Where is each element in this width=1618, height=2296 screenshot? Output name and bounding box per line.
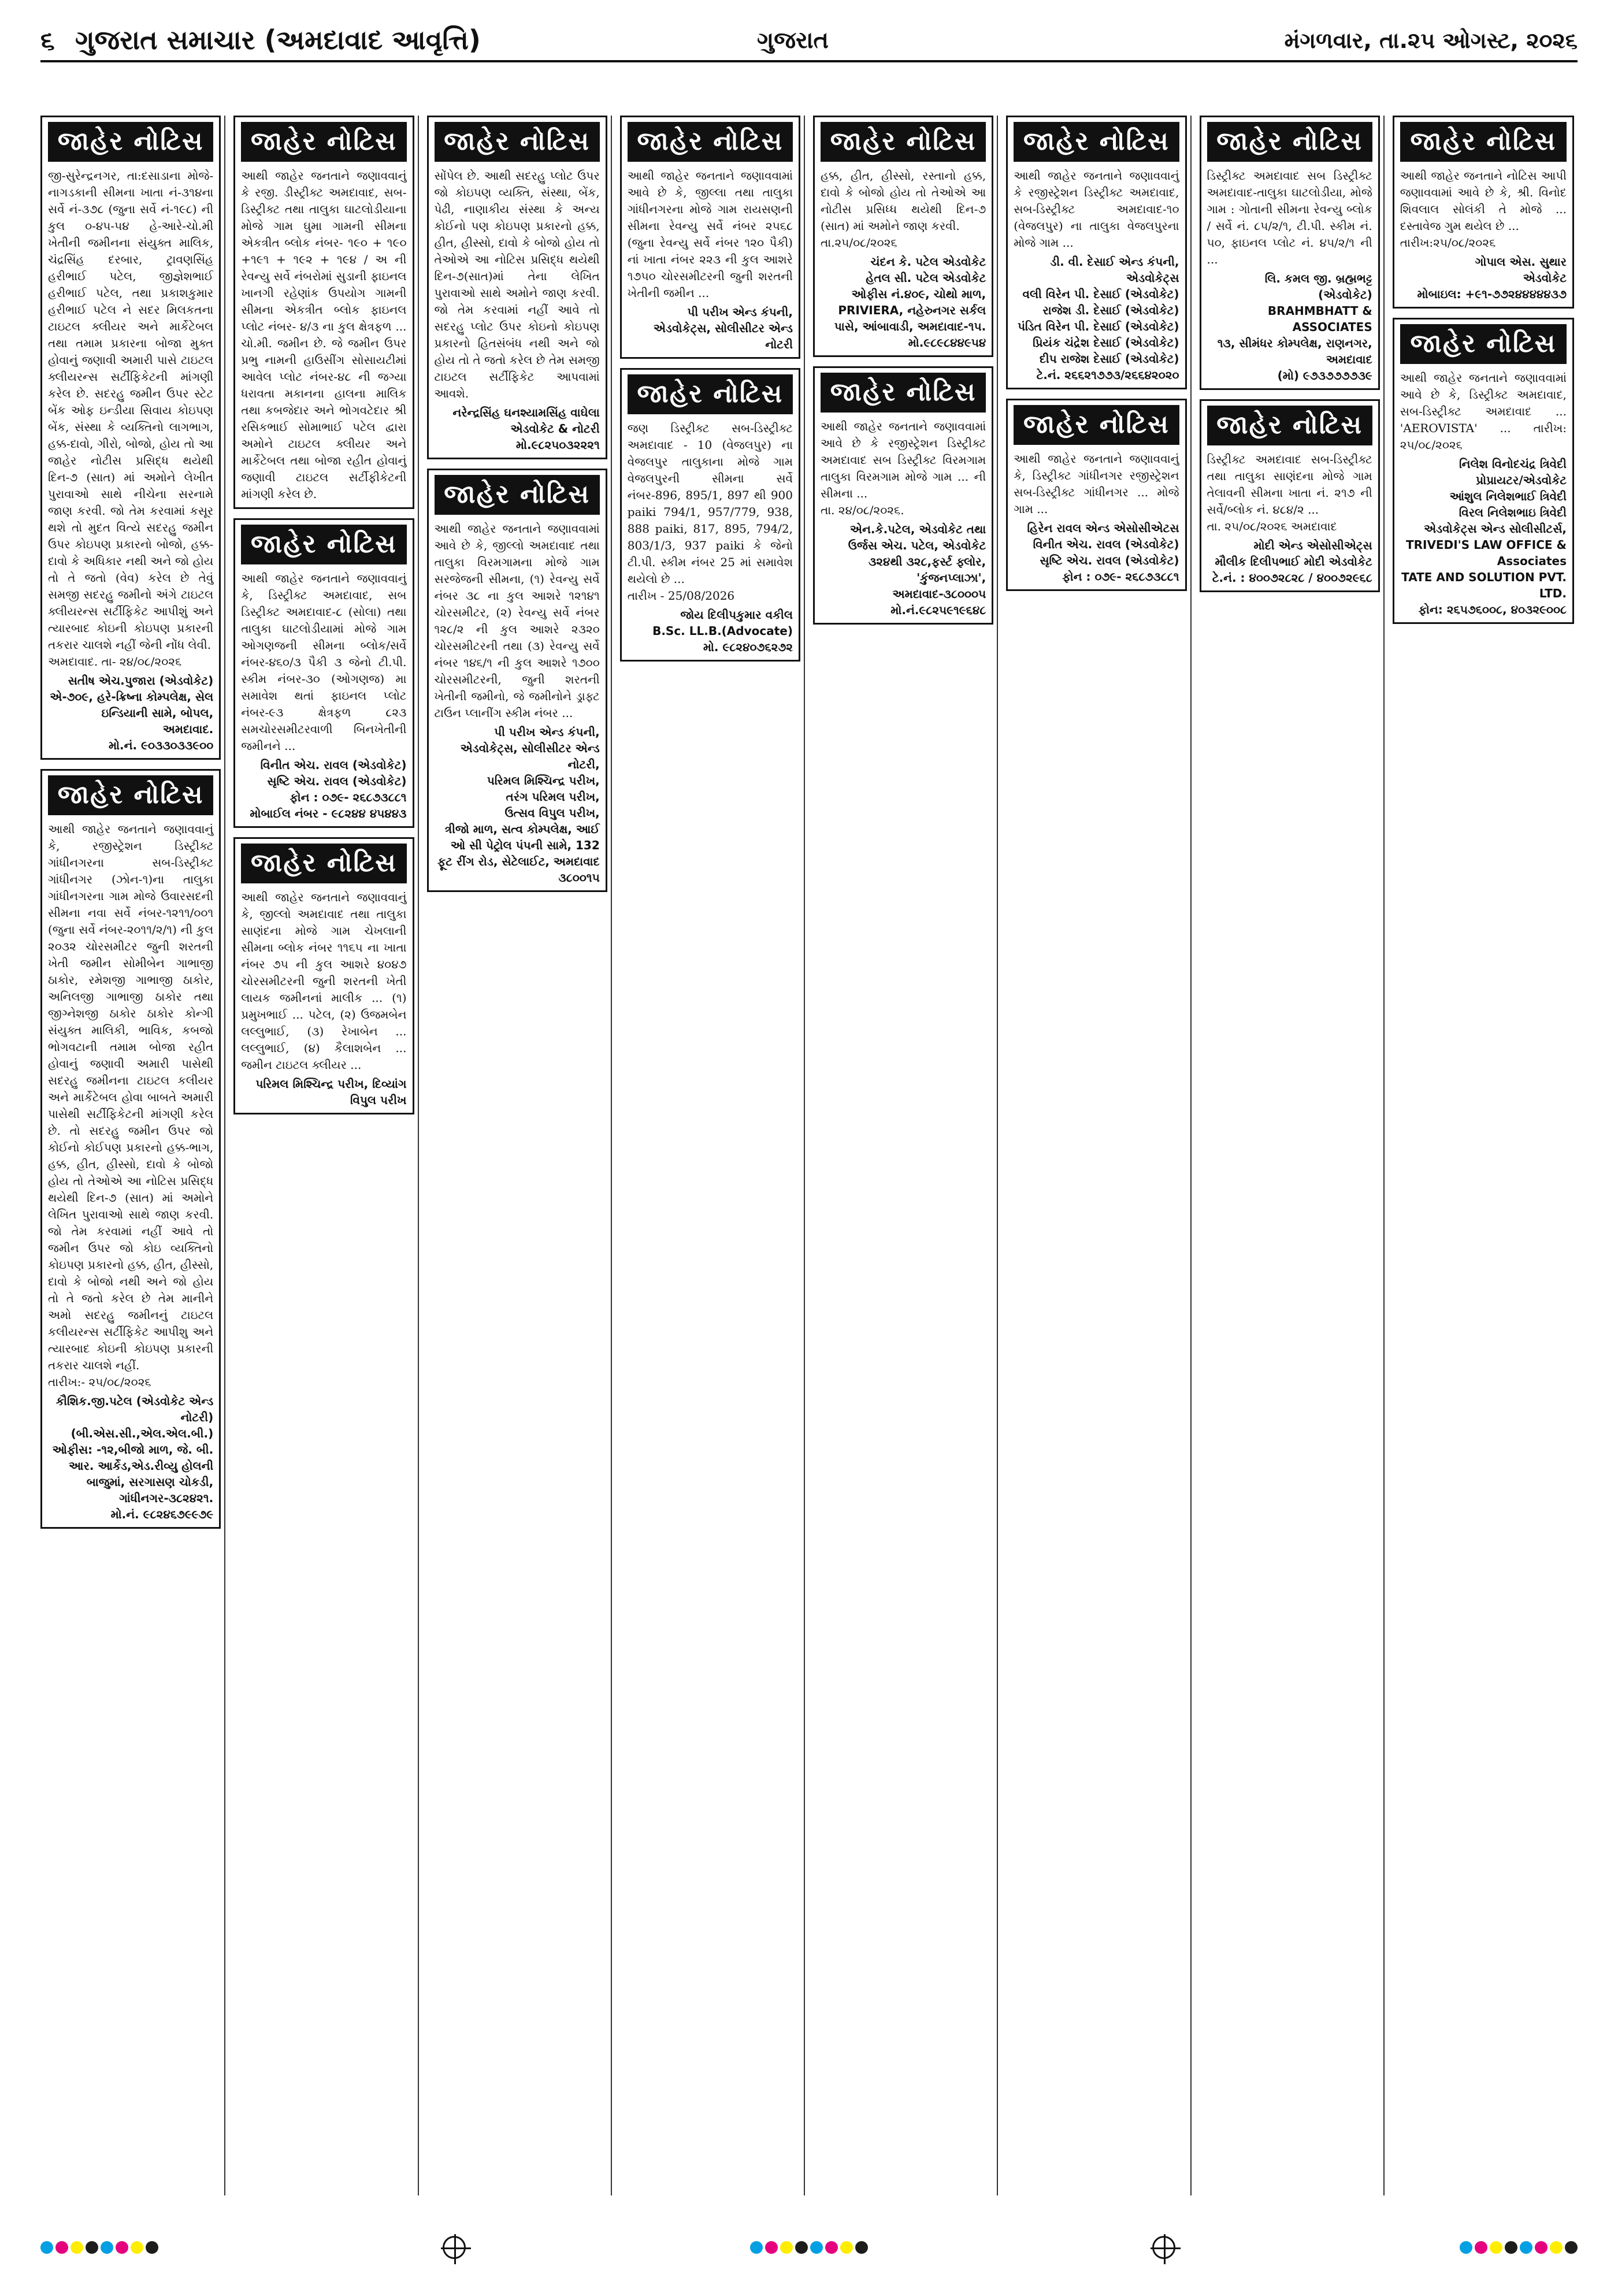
print-color-dot [1535,2241,1548,2254]
public-notice [620,368,800,662]
notice-heading: જાહેર નોટિસ [821,122,986,162]
print-color-dot [116,2241,128,2254]
column-8 [1393,116,1578,2195]
column-6 [1006,116,1191,2195]
notice-body: આથી જાહેર જનતાને જણાવવામાં આવે છે કે રજીસ્ટ્રેશન ડિસ્ટ્રીક્ટ અમદાવાદ સબ ડિસ્ટ્રીક્ટ વિરમગામ તાલુકા વિરમગામ મોજે ગામ ... ની સીમના ... તા. ૨૪/૦૮/૨૦૨૬. [821,419,986,517]
notice-body: આથી જાહેર જનતાને જણાવવામાં આવે છે કે, જીલ્લો અમદાવાદ તથા તાલુકા વિરમગામના મોજે ગામ સરજેજની સીમના, (૧) રેવન્યુ સર્વે નંબર ૩૮ ના કુલ આશરે ૧૨૧૪૧ ચોરસમીટર, (૨) રેવન્યુ સર્વે નંબર ૧૨૮/૨ ની કુલ આશરે ૨૩૨૦ ચોરસમીટરની તથા (૩) રેવન્યુ સર્વે નંબર ૧૪૬/૧ ની કુલ આશરે ૧૭૦૦ ચોરસમીટરની, જુની શરતની ખેતીની જમીનો, જે જમીનોને ડ્રાફ્ટ ટાઉન પ્લાનીંગ સ્કીમ નંબર ... [434,522,600,720]
public-notice [1393,116,1574,309]
public-notice [427,469,607,892]
print-color-dot [780,2241,793,2254]
print-color-dot [1475,2241,1487,2254]
notice-heading: જાહેર નોટિસ [48,775,213,815]
notice-body: આથી જાહેર જનતાને જણાવવાનું કે રજીસ્ટ્રેશન ડિસ્ટ્રીક્ટ અમદાવાદ, સબ-ડિસ્ટ્રીક્ટ અમદાવાદ-૧૦ (વેજલપુર) ના તાલુકા વેજલપુરના મોજે ગામ ... [1014,169,1179,250]
print-color-dot [40,2241,53,2254]
notice-signature: લિ. કમલ જી. બ્રહ્મભટ્ટ (એડવોકેટ) BRAHMBHATT & ASSOCIATES ૧૩, સીમંધર કોમ્પલેક્ષ, રાણનગર, અમદાવાદ (મો) ૯૭૩૭૭૭૭૩૯ [1217,272,1372,382]
notice-signature: ડી. વી. દેસાઈ એન્ડ કંપની, એડવોકેટ્સ વલી વિરેન પી. દેસાઈ (એડવોકેટ) રાજેશ ડી. દેસાઈ (એડવોકેટ) પંડિત વિરેન પી. દેસાઈ (એડવોકેટ) પ્રિયંક ચંદ્રેશ દેસાઈ (એડવોકેટ) દીપ રાજેશ દેસાઈ (એડવોકેટ) ટે.નં. ૨૬૬૨૧૭૭૩/૨૬૬૪૨૦૨૦ [1018,255,1179,382]
print-color-dot [1520,2241,1532,2254]
notice-signature: મોદી એન્ડ એસોસીએટ્સ મૌલીક દિલીપભાઈ મોદી એડવોકેટ ટે.નં. : ૪૦૦૭૨૮૨૮ / ૪૦૦૭૨૯૬૮ [1212,538,1372,585]
public-notice [427,116,607,459]
public-notice [40,769,221,1529]
notice-heading: જાહેર નોટિસ [48,122,213,162]
print-color-dot [86,2241,98,2254]
notice-heading: જાહેર નોટિસ [821,373,986,413]
notice-signature: પી પરીખ એન્ડ કંપની, એડવોકેટ્સ, સોલીસીટર એન્ડ નોટરી [653,305,793,351]
notice-signature: પી પરીખ એન્ડ કંપની, એડવોકેટ્સ, સોલીસીટર એન્ડ નોટરી, પરિમલ મિશ્ચિન્દ્ર પરીખ, તરંગ પરિમલ પરીખ, ઉત્સવ વિપુલ પરીખ, ત્રીજો માળ, સત્વ કોમ્પલેક્ષ, આઈ ઓ સી પેટ્રોલ પંપની સામે, 132 ફૂટ રીંગ રોડ, સેટેલાઈટ, અમદાવાદ ૩૮૦૦૧૫ [437,725,600,885]
column-7 [1200,116,1385,2195]
notice-heading: જાહેર નોટિસ [1014,122,1179,162]
color-dots-right [1460,2241,1578,2254]
notice-heading: જાહેર નોટિસ [628,374,793,414]
page-number: ૬ [40,25,55,55]
print-registration-strip [40,2236,1578,2259]
paper-name: ગુજરાત સમાચાર (અમદાવાદ આવૃત્તિ) [75,24,481,55]
issue-date: મંગળવાર, તા.૨૫ ઓગસ્ટ, ૨૦૨૬ [1284,27,1578,53]
notice-heading: જાહેર નોટિસ [241,122,406,162]
notice-heading: જાહેર નોટિસ [435,122,600,162]
notice-body: આથી જાહેર જનતાને જણાવવાનું કે, રજીસ્ટ્રેશન ડિસ્ટ્રીક્ટ ગાંધીનગરના સબ-ડિસ્ટ્રીક્ટ ગાંધીનગર (ઝોન-૧)ના તાલુકા ગાંધીનગરના ગામ મોજે ઉવારસદની સીમના નવા સર્વે નંબર-૧૨૧૧/૦૦૧ (જુના સર્વે નંબર-૨૦૧૧/૨/૧) ની કુલ ૨૦૩૨ ચોરસમીટર જુની શરતની ખેતી જમીન સોમીબેન ગાભાજી ઠાકોર, રમેશજી ગાભાજી ઠાકોર, અનિલજી ગાભાજી ઠાકોર તથા જીગ્નેશજી ઠાકોર ઠાકોર કોન્ગી સંયુક્ત માલિકી, ભાવિક, કબજો ભોગવટાની તમામ બોજા રહીત હોવાનું જણાવી અમારી પાસેથી સદરહુ જમીનના ટાઇટલ કલીયર અને માર્કેટેબલ હોવા બાબતે અમારી પાસેથી સર્ટીફિકેટની માંગણી કરેલ છે. તો સદરહુ જમીન ઉપર જો કોઈનો કોઈપણ પ્રકારનો હક્ક-ભાગ, હક્ક, હીત, હીસ્સો, દાવો કે બોજો હોય તો તેઓએ આ નોટિસ પ્રસિદ્ધ થયેથી દિન-૭ (સાત) માં અમોને લેખિત પુરાવાઓ સાથે જાણ કરવી. જો તેમ કરવામાં નહીં આવે તો જમીન ઉપર જો કોઇ વ્યક્તિનો કોઇપણ પ્રકારનો હક્ક, હીત, હીસ્સો, દાવો કે બોજો નથી અને જો હોય તો તે જતો કરેલ છે તેમ માનીને અમો સદરહુ જમીનનું ટાઇટલ કલીયરન્સ સર્ટીફિકેટ આપીશુ અને ત્યારબાદ કોઇની કોઇપણ પ્રકારની તકરાર ચાલશે નહીં. તારીખ:- ૨૫/૦૮/૨૦૨૬ [48,822,214,1389]
print-color-dot [101,2241,113,2254]
print-color-dot [1490,2241,1502,2254]
public-notice [1393,318,1574,624]
print-color-dot [795,2241,808,2254]
public-notice [620,116,800,359]
print-color-dot [855,2241,868,2254]
notice-heading: જાહેર નોટિસ [241,844,406,883]
public-notice [1006,116,1186,389]
print-color-dot [1460,2241,1472,2254]
print-color-dot [1550,2241,1563,2254]
notice-body: આથી જાહેર જનતાને જણાવવાનું કે, જીલ્લો અમદાવાદ તથા તાલુકા સાણંદના મોજે ગામ ચેખલાની સીમના બ્લોક નંબર ૧૧૬૫ ના ખાતા નંબર ૭૫ ની કુલ આશરે ૪૦૪૭ ચોરસમીટરની જુની શરતની ખેતી લાયક જમીનનાં માલીક ... (૧) પ્રમુખભાઈ ... પટેલ, (૨) ઉજમબેન લલ્લુભાઈ, (૩) રેખાબેન ... લલ્લુભાઈ, (૪) કૈલાશબેન ... જમીન ટાઇટલ ક્લીયર ... [241,890,407,1072]
notice-signature: વિનીત એચ. રાવલ (એડવોકેટ) સૃષ્ટિ એચ. રાવલ (એડવોકેટ) ફોન : ૦૭૯- ૨૬૮૭૩૮૮૧ મોબાઈલ નંબર - ૯૮૨૪૪ ૪૫૪૪૩ [250,758,407,820]
notice-body: હક્ક, હીત, હીસ્સો, રસ્તાનો હક્ક, દાવો કે બોજો હોય તો તેઓએ આ નોટીસ પ્રસિધ્ધ થયેથી દિન-૭ (સાત) માં અમોને જાણ કરવી. તા.૨૫/૦૮/૨૦૨૬ [821,169,986,250]
public-notice [233,518,414,828]
notice-body: સોંપેલ છે. આથી સદરહુ પ્લોટ ઉપર જો કોઇપણ વ્યક્તિ, સંસ્થા, બેંક, પેઢી, નાણાકીય સંસ્થા કે અન્ય કોઈનો પણ કોઇપણ પ્રકારનો હક્ક, હીત, હીસ્સો, દાવો કે બોજો હોય તો તેઓએ આ નોટિસ પ્રસિદ્ધ થયેથી દિન-૭(સાત)માં તેના લેખિત પુરાવાઓ સાથે અમોને જાણ કરવી. જો તેમ કરવામાં નહીં આવે તો સદરહુ પ્લોટ ઉપર કોઇનો કોઇપણ પ્રકારનો હિતસંબંધ નથી અને જો હોય તો તે જતો કરેલ છે તેમ સમજી ટાઇટલ સર્ટીફિકેટ આપવામાં આવશે. [434,169,600,400]
registration-mark-icon [443,2236,466,2259]
public-notice [233,837,414,1114]
print-color-dot [1505,2241,1517,2254]
notice-grid [40,116,1578,2195]
print-color-dot [810,2241,823,2254]
notice-body: જી-સુરેન્દ્રનગર, તા:દસાડાના મોજે- નાગડકાની સીમના ખાતા નં-૩૧૪ના સર્વે નં-૩૭૮ (જુના સર્વે નં-૧૯૮) ની કુલ ૦-૪૫-૫૪ હે-આરે-ચો.મી ખેતીની જમીનના સંયુક્ત માલિક, ચંદ્રસિંહ દરબાર, ટ્રાવણસિંહ હરીભાઈ પટેલ, જીજ્ઞેશભાઈ હરીભાઈ પટેલ, તથા પ્રકાશકુમાર હરીભાઈ પટેલ ને સદર મિલકતના ટાઇટલ ક્લીયર અને માર્કેટેબલ તથા તમામ પ્રકારના બોજા મુક્ત હોવાનું જણાવી અમારી પાસે ટાઇટલ ક્લીયરન્સ સર્ટીફિકેટની માંગણી કરેલ છે. સદરહુ જમીન ઉપર સ્ટેટ બેંક ઓફ ઇન્ડીયા સિવાય કોઇપણ બેંક, સંસ્થા કે વ્યક્તિનો લાગભાગ, હક્ક-દાવો, ગીરો, બોજો, હોય તો આ જાહેર નોટીસ પ્રસિદ્ધ થયેથી દિન-૭ (સાત) માં અમોને લેખીત પુરાવાઓ સાથે નીચેના સરનામે જાણ કરવી. જો તેમ કરવામાં કસૂર થશે તો મુદત વિત્યે સદરહુ જમીન ઉપર કોઇપણ પ્રકારનો બોજો, હક્ક-દાવો કે અધિકાર નથી અને જો હોય તો તે જતો (વેવ) કરેલ છે તેવું સમજી સદરહુ જમીનો અંગે ટાઇટલ ક્લીયરન્સ સર્ટીફિકેટ આપીશું અને ત્યારબાદ કોઇની કોઇપણ પ્રકારની તકરાર ચાલશે નહીં જેની નોંધ લેવી. અમદાવાદ. તા- ૨૪/૦૮/૨૦૨૬ [48,169,214,668]
notice-body: આથી જાહેર જનતાને જણાવવામાં આવે છે કે, જીલ્લા તથા તાલુકા ગાંધીનગરના મોજે ગામ રાયસણની સીમના રેવન્યુ સર્વે નંબર ૨૫૬૮ (જુના રેવન્યુ સર્વે નંબર ૧૨૦ પૈકી) નાં ખાતા નંબર ૨૨૩ ની કુલ આશરે ૧૭૫૦ ચોરસમીટરની જુની શરતની ખેતીની જમીન ... [627,169,793,300]
notice-heading: જાહેર નોટિસ [241,525,406,564]
print-color-dot [146,2241,158,2254]
notice-body: ડિસ્ટ્રીક્ટ અમદાવાદ સબ-ડિસ્ટ્રીક્ટ તથા તાલુકા સાણંદના મોજે ગામ તેલાવની સીમના ખાતા નં. ૨૧૭ ની સર્વે/બ્લોક નં. ૪૮૪/૨ ... તા. ૨૫/૦૮/૨૦૨૬ અમદાવાદ [1207,452,1372,533]
public-notice [1200,116,1380,390]
notice-heading: જાહેર નોટિસ [628,122,793,162]
notice-signature: કૌશિક.જી.પટેલ (એડવોકેટ એન્ડ નોટરી) (બી.એસ.સી.,એલ.એલ.બી.) ઓફીસ: -૧૨,બીજો માળ, જે. બી. આર. આર્કેડ,એડ.રીવ્યુ હોલની બાજુમાં, સરગાસણ ચોકડી, ગાંધીનગર-૩૮૨૪૨૧. મો.નં. ૯૮૨૪૬૭૯૯૭૯ [52,1394,214,1521]
print-color-dot [55,2241,68,2254]
print-color-dot [750,2241,763,2254]
notice-signature: સતીષ એચ.પુજારા (એડવોકેટ) એ-૭૦૯, હરે-ક્રિષ્ના કોમ્પલેક્ષ, સેલ ઇન્ડિયાની સામે, બોપલ, અમદાવાદ. મો.નં. ૯૦૩૩૦૩૩૯૦૦ [50,674,214,752]
public-notice [1006,399,1186,591]
public-notice [1200,399,1380,592]
column-5 [813,116,998,2195]
notice-signature: નરેન્દ્રસિંહ ઘનશ્યામસિંહ વાઘેલા એડવોકેટ & નોટરી મો.૯૮૨૫૦૩૨૨૨૧ [452,406,600,452]
notice-signature: જોય દિલીપકુમાર વકીલ B.Sc. LL.B.(Advocate) મો. ૯૮૨૪૦૭૬૨૭૨ [652,608,793,654]
notice-signature: ગોપાલ એસ. સુથાર એડવોકેટ મોબાઇલ: +૯૧-૭૭૨૪૪૪૪૪૩૭ [1417,255,1567,301]
notice-body: જણ ડિસ્ટ્રીક્ટ સબ-ડિસ્ટ્રીક્ટ અમદાવાદ - 10 (વેજલપુર) ના વેજલપુર તાલુકાના મોજે ગામ વેજલપુરની સીમના સર્વે નંબર-896, 895/1, 897 થી 900 paiki 794/1, 957/779, 938, 888 paiki, 817, 895, 794/2, 803/1/3, 937 paiki કે જેનો ટી.પી. સ્કીમ નંબર 25 માં સમાવેશ થયેલો છે ... તારીખ - 25/08/2026 [627,421,793,603]
section-name: ગુજરાત [757,27,829,54]
print-color-dot [825,2241,838,2254]
notice-heading: જાહેર નોટિસ [1400,324,1567,364]
masthead [40,21,1578,62]
notice-body: આથી જાહેર જનતાને જણાવવામાં આવે છે કે, ડિસ્ટ્રીક્ટ અમદાવાદ, સબ-ડિસ્ટ્રીક્ટ અમદાવાદ ... 'AEROVISTA' ... તારીખ: ૨૫/૦૮/૨૦૨૬ [1400,371,1567,452]
notice-heading: જાહેર નોટિસ [1014,405,1179,445]
public-notice [813,366,993,625]
notice-signature: એન.કે.પટેલ, એડવોકેટ તથા ઉર્જસ એચ. પટેલ, એડવોકેટ ૩૨૪થી ૩૨૮,ફર્સ્ટ ફ્લોર, 'કુંજનપ્લાઝા', અમદાવાદ-૩૮૦૦૦૫ મો.નં.૯૮૨૫૯૧૯૬૪૮ [848,522,986,617]
column-2 [233,116,418,2195]
column-4 [620,116,805,2195]
notice-signature: નિલેશ વિનોદચંદ્ર ત્રિવેદી પ્રોપ્રાયટર/એડવોકેટ આંશુલ નિલેશભાઈ ત્રિવેદી વિરલ નિલેશભાઇ ત્રિવેદી એડવોકેટ્સ એન્ડ સોલીસીટર્સ, TRIVEDI'S LAW OFFICE & Associates TATE AND SOLUTION PVT. LTD. ફોન: ૨૬૫૭૬૦૦૮, ૪૦૩૨૯૦૦૮ [1401,457,1567,616]
notice-signature: હિરેન રાવલ એન્ડ એસોસીએટસ વિનીત એચ. રાવલ (એડવોકેટ) સૃષ્ટિ એચ. રાવલ (એડવોકેટ) ફોન : ૦૭૯- ૨૬૮૭૩૮૮૧ [1027,521,1179,584]
notice-body: આથી જાહેર જનતાને જણાવવાનું કે, ડિસ્ટ્રીક્ટ ગાંધીનગર રજીસ્ટ્રેશન સબ-ડિસ્ટ્રીક્ટ ગાંધીનગર ... મોજે ગામ ... [1014,452,1179,516]
column-3 [427,116,612,2195]
notice-body: આથી જાહેર જનતાને નોટિસ આપી જણાવવામાં આવે છે કે, શ્રી. વિનોદ શિવલાલ સોલંકી તે મોજે ... દસ્તાવેજ ગુમ થયેલ છે ... તારીખ:૨૫/૦૮/૨૦૨૬ [1400,169,1567,250]
public-notice [813,116,993,357]
public-notice [40,116,221,760]
print-color-dot [1565,2241,1578,2254]
notice-body: આથી જાહેર જનતાને જણાવવાનું કે, ડિસ્ટ્રીક્ટ અમદાવાદ, સબ ડિસ્ટ્રીક્ટ અમદાવાદ-૮ (સોલા) તથા તાલુકા ઘાટલોડીયામાં મોજે ગામ ઓગણજની સીમના બ્લોક/સર્વે નંબર-૪૬૦/૩ પૈકી ૩ જેનો ટી.પી. સ્કીમ નંબર-૩૦ (ઓગણજ) મા સમાવેશ થતાં ફાઇનલ પ્લોટ નંબર-૯૩ ક્ષેત્રફળ ૮૨૩ સમચોરસમીટરવાળી બિનખેતીની જમીનને ... [241,571,407,753]
notice-signature: ચંદન કે. પટેલ એડવોકેટ હેતલ સી. પટેલ એડવોકેટ ઓફીસ નં.૪૦૯, ચોથો માળ, PRIVIERA, નહેરુનગર સર્કલ પાસે, આંબાવાડી, અમદાવાદ-૧૫. મો.૯૮૯૮૪૪૯૫૪ [834,255,986,350]
color-dots-left [40,2241,158,2254]
print-color-dot [131,2241,143,2254]
registration-mark-icon [1152,2236,1175,2259]
notice-body: ડિસ્ટ્રીક્ટ અમદાવાદ સબ ડિસ્ટ્રીક્ટ અમદાવાદ-તાલુકા ઘાટલોડીયા, મોજે ગામ : ગોતાની સીમના રેવન્યુ બ્લોક / સર્વે નં. ૮૫/૨/૧, ટી.પી. સ્કીમ નં. ૫૦, ફાઇનલ પ્લોટ નં. ૪૫/૨/૧ ની ... [1207,169,1372,266]
notice-body: આથી જાહેર જનતાને જણાવવાનું કે રજી. ડીસ્ટ્રીક્ટ અમદાવાદ, સબ-ડિસ્ટ્રીક્ટ તથા તાલુકા ઘાટલોડીયાના મોજે ગામ ઘુમા ગામની સીમના એકત્રીત બ્લોક નંબર- ૧૯૦ + ૧૯૦ +૧૯૧ + ૧૯૨ + ૧૯૪ / અ ની રેવન્યુ સર્વે નંબરોમાં સુડાની ફાઇનલ ખાનગી રહેણાંક ઉપયોગ ગામની સીમના એકત્રીત બ્લોક ફાઇનલ પ્લોટ નંબર- ૪/૩ ના કુલ ક્ષેત્રફળ ... ચો.મી. જમીન છે. જે જમીન ઉપર પ્રભુ નામની હાઉસીંગ સોસાયટીમાં આવેલ પ્લોટ નંબર-૪૮ ની જગ્યા ધરાવતા મકાનના હાલના માલિક તથા કબજેદાર અને ભોગવટેદાર શ્રી રસિકભાઈ સોમાભાઈ પટેલ દ્વારા અમોને ટાઇટલ ક્લીયર અને માર્કેટેબલ તથા બોજા રહીત હોવાનું જણાવી ટાઇટલ સર્ટીફીકેટની માંગણી કરેલ છે. [241,169,407,501]
notice-heading: જાહેર નોટિસ [1400,122,1567,162]
notice-heading: જાહેર નોટિસ [1207,406,1372,445]
notice-heading: જાહેર નોટિસ [1207,122,1372,162]
notice-heading: જાહેર નોટિસ [435,475,600,515]
color-dots-center [750,2241,868,2254]
column-1 [40,116,225,2195]
print-color-dot [765,2241,778,2254]
public-notice [233,116,414,509]
print-color-dot [840,2241,853,2254]
notice-signature: પરિમલ મિશ્ચિન્દ્ર પરીખ, દિવ્યાંગ વિપુલ પરીખ [255,1077,407,1107]
print-color-dot [70,2241,83,2254]
